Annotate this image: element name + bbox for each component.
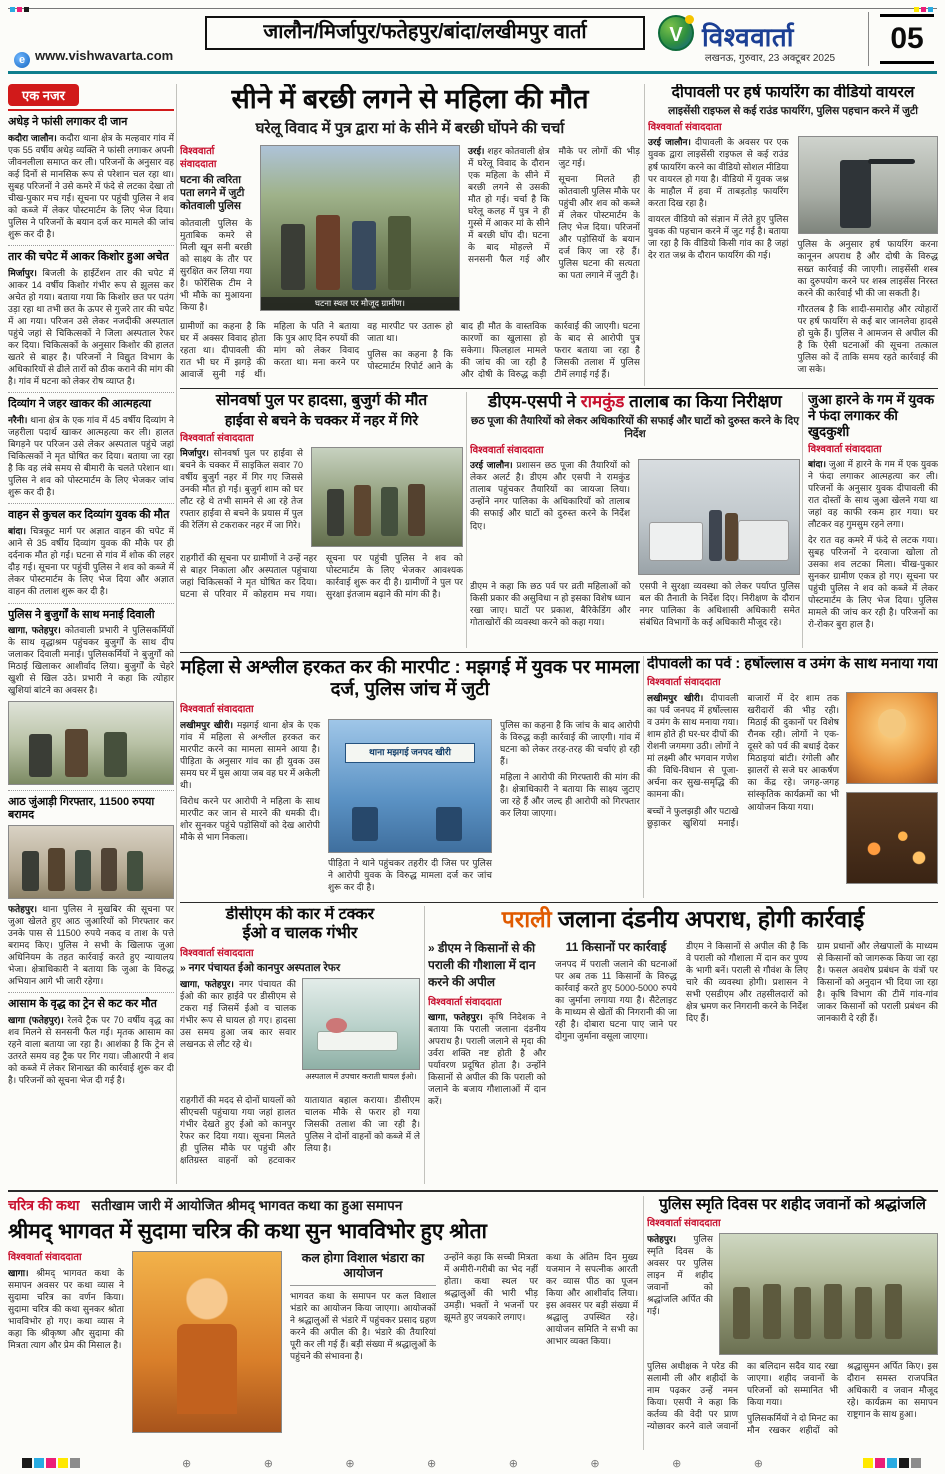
article-body [555, 940, 677, 1176]
crosshair-mark-icon: ⊕ [263, 1458, 273, 1470]
top-rule [8, 8, 937, 9]
news-brief-headline: आसाम के वृद्ध का ट्रेन से कट कर मौत [8, 998, 157, 1011]
edition-line: लखनऊ, गुरुवार, 23 अक्टूबर 2025 [704, 53, 836, 64]
article-headline: पुलिस स्मृति दिवस पर शहीद जवानों को श्रद्धांजलि [659, 1196, 926, 1213]
section-rule [180, 388, 938, 389]
article-subhead: 11 किसानों पर कार्रवाई [565, 940, 667, 955]
body-text [470, 459, 630, 531]
byline: विश्ववार्ता संवाददाता [180, 145, 217, 170]
crosshair-mark-icon: ⊕ [345, 1458, 355, 1470]
dateline: खागा। [8, 1267, 29, 1278]
mazhgai-police-station-photo [328, 719, 492, 853]
body-text: राहगीरों की सूचना पर ग्रामीणों ने उन्हें नहर से बाहर निकाला और अस्पताल पहुंचाया जहां चिकित्सकों ने मृत घोषित कर दिया। घटना से परिवार में कोहराम मच गया। सूचना पर पहुंची पुलिस ने शव को पोस्टमार्टम के लिए भेजकर आवश्यक कार्रवाई शुरू कर दी है। ग्रामीणों ने पुल पर सुरक्षा इंतजाम बढ़ाने की मांग की है। [180, 552, 463, 599]
registration-mark [10, 1, 31, 19]
body-text [8, 903, 174, 987]
divider [8, 245, 174, 246]
article-photo-column [846, 692, 938, 888]
body-text [808, 458, 938, 530]
body-text: जुआ में हारने के गम में एक युवक ने फंदा लगाकर आत्महत्या कर ली। परिजनों के अनुसार युवक दीपावली की रात दोस्तों के साथ जुआ खेलने गया था जहां वह काफी रकम हार गया। घर लौटकर वह गुमसुम रहने लगा। [808, 458, 938, 529]
police-parade-photo [719, 1233, 938, 1355]
article-bullet [428, 940, 546, 990]
divider [8, 603, 174, 604]
article-body [798, 136, 939, 376]
header-divider [868, 12, 869, 66]
article-ramkund-inspection [470, 392, 800, 648]
body-text: दीपावली का पर्व जनपद में हर्षोल्लास व उमंग के साथ मनाया गया। शाम होते ही घर-घर दीपों की रोशनी जगमगा उठी। लोगों ने मां लक्ष्मी और भगवान गणेश की विधि-विधान से पूजा-अर्चना कर सुख-समृद्धि की कामना की। [647, 693, 739, 800]
region-strip: जालौन/मिर्जापुर/फतेहपुर/बांदा/लखीमपुर वार्ता [263, 21, 587, 44]
article-body [647, 1233, 713, 1355]
article-subheadline: हाईवा से बचने के चक्कर में नहर में गिरे [224, 412, 419, 429]
article-body [180, 978, 296, 1090]
dateline: बांदा। [808, 458, 826, 469]
body-text [647, 1233, 713, 1317]
body-text: डीएम ने कहा कि छठ पर्व पर व्रती महिलाओं को किसी प्रकार की असुविधा न हो इसका विशेष ध्यान रखा जाए। घाटों पर प्रकाश, बैरिकेडिंग और गोताखोरों की व्यवस्था करने को कहा गया। [470, 581, 631, 628]
bullet-icon: » [180, 961, 189, 974]
news-brief [8, 251, 174, 387]
article-bhagwat-katha [8, 1196, 638, 1450]
body-text: कथा के अंतिम दिन मुख्य यजमान ने सपत्नीक आरती कर व्यास पीठ का पूजन किया और आशीर्वाद लिया। इस अवसर पर बड़ी संख्या में श्रद्धालु उपस्थित रहे। आयोजन समिति ने सभी का आभार व्यक्त किया। [546, 1251, 638, 1347]
firing-photo [798, 136, 939, 234]
photo-caption: अस्पताल में उपचार कराती घायल ईओ। [305, 1071, 417, 1081]
body-text: पुलिस के अनुसार हर्ष फायरिंग करना कानूनन अपराध है और दोषी के विरुद्ध सख्त कार्रवाई की जाएगी। लाइसेंसी शस्त्र का दुरुपयोग करने पर शस्त्र लाइसेंस निरस्त करने की कार्रवाई भी की जा सकती है। [797, 239, 938, 298]
article-police-memorial [647, 1196, 938, 1450]
article-headline: दीपावली पर हर्ष फायरिंग का वीडियो वायरल [671, 84, 915, 101]
news-brief-headline: वाहन से कुचल कर दिव्यांग युवक की मौत [8, 509, 170, 522]
body-text: कोतवाली प्रभारी ने पुलिसकर्मियों के साथ वृद्धाश्रम पहुंचकर बुजुर्गों के साथ दीप जलाकर दिवाली मनाई। पुलिसकर्मियों ने बुजुर्गों को मिठाई खिलाकर आशीर्वाद लिया। बुजुर्गों के चेहरे खुशी से खिल उठे। प्रभारी ने कहा कि त्योहार खुशियां बांटने का अवसर है। [8, 625, 174, 696]
body-text: सोनवर्षा पुल पर हाईवा से बचने के चक्कर में साइकिल सवार 70 वर्षीय बुजुर्ग नहर में गिर गए जिससे उनकी मौत हो गई। बुजुर्ग शाम को घर लौट रहे थे तभी सामने से आ रहे तेज रफ्तार हाईवा से बचने के प्रयास में पुल की रेलिंग से टकराकर नहर में जा गिरे। [180, 447, 303, 531]
hospital-photo [302, 978, 420, 1070]
article-strap: सतीखाम जारी में आयोजित श्रीमद् भागवत कथा का हुआ समापन [91, 1198, 403, 1213]
article-mazhgai-case [180, 656, 640, 898]
section-rule [8, 1190, 938, 1192]
article-dcm-collision [180, 906, 420, 1184]
body-text: रेलवे ट्रैक पर 70 वर्षीय वृद्ध का शव मिलने से सनसनी फैल गई। मृतक आसाम का रहने वाला बताया जा रहा है। आशंका है कि ट्रेन से उतरते समय वह ट्रैक पर गिर गया। जीआरपी ने शव को कब्जे में लेकर शिनाख्त की कार्रवाई शुरू कर दी है। परिजनों को सूचना भेज दी गई है। [8, 1015, 174, 1086]
article-body [180, 552, 463, 644]
body-text [180, 719, 320, 791]
dateline: मिर्जापुर। [8, 267, 37, 278]
news-brief-headline: पुलिस ने बुजुर्गों के साथ मनाई दिवाली [8, 608, 155, 621]
ramkund-photo [638, 459, 800, 575]
bullet-text: नगर पंचायत ईओ कानपुर अस्पताल रेफर [188, 961, 341, 974]
globe-icon: e [14, 52, 30, 68]
news-brief-headline: तार की चपेट में आकर किशोर हुआ अचेत [8, 251, 169, 264]
dateline: कदौरा जालौन। [8, 132, 57, 143]
section-rule [180, 652, 938, 653]
news-brief [8, 796, 174, 988]
article-headline: डीसीएम की कार में टक्कर [225, 906, 375, 923]
news-brief-headline: आठ जुंआड़ी गिरफ्तार, 11500 रुपया बरामद [8, 795, 155, 822]
divider [8, 503, 174, 504]
body-text: भागवत कथा के समापन पर कल विशाल भंडारे का आयोजन किया जाएगा। आयोजकों ने श्रद्धालुओं से भंडारे में पहुंचकर प्रसाद ग्रहण करने की अपील की है। भंडारे की तैयारियां पूरी कर ली गई हैं। बड़ी संख्या में श्रद्धालुओं के पहुंचने की संभावना है। [290, 1291, 436, 1362]
body-text: पीड़िता ने थाने पहुंचकर तहरीर दी जिस पर पुलिस ने आरोपी युवक के विरुद्ध मामला दर्ज कर जांच शुरू कर दी है। [328, 857, 492, 892]
headline-highlight: पराली [501, 906, 552, 932]
crosshair-mark-icon: ⊕ [590, 1458, 600, 1470]
body-text: पुलिस का कहना है कि पोस्टमार्टम रिपोर्ट आने के बाद ही मौत के वास्तविक कारणों का खुलासा हो सकेगा। फिलहाल मामले की जांच की जा रही है और दोषी के विरुद्ध कड़ी कार्रवाई की जाएगी। घटना के बाद से आरोपी पुत्र फरार बताया जा रहा है जिसकी तलाश में पुलिस टीमें लगाई गई हैं। [367, 320, 640, 379]
dateline: खागा (फतेहपुर)। [8, 1015, 64, 1026]
dateline: लखीमपुर खीरी। [180, 719, 234, 730]
byline: विश्ववार्ता संवाददाता [180, 703, 254, 715]
photo-caption: घटना स्थल पर मौजूद ग्रामीण। [261, 297, 459, 310]
news-brief [8, 509, 174, 597]
news-brief-headline: दिव्यांग ने जहर खाकर की आत्महत्या [8, 398, 152, 411]
body-text: बच्चों ने फुलझड़ी और पटाखे छुड़ाकर खुशियां मनाईं। बाजारों में देर शाम तक खरीदारों की भीड़ रही। मिठाई की दुकानों पर विशेष रौनक रही। लोगों ने एक-दूसरे को पर्व की बधाई देकर मिठाइयां बांटी। रंगोली और झालरों से सजे घर आकर्षण का केंद्र रहे। जगह-जगह सांस्कृतिक कार्यक्रमों का भी आयोजन किया गया। [647, 693, 839, 828]
body-text [180, 978, 296, 1050]
byline: विश्ववार्ता संवाददाता [428, 996, 502, 1008]
byline: विश्ववार्ता संवाददाता [8, 1251, 82, 1263]
website-link[interactable] [14, 48, 173, 68]
column-divider [643, 1196, 644, 1450]
page-number: 05 [880, 14, 934, 64]
column-divider [644, 84, 645, 386]
article-body [647, 1360, 938, 1450]
sonvarsha-photo [311, 447, 463, 547]
dateline: लखीमपुर खीरी। [647, 693, 704, 704]
article-lead-column [8, 1251, 124, 1435]
logo-letter: V [669, 24, 683, 46]
body-text: कोतवाली पुलिस के मुताबिक कमरे से मिली खून सनी बरछी को साक्ष्य के तौर पर सुरक्षित कर लिया गया है। फोरेंसिक टीम ने भी मौके का मुआयना किया है। [180, 217, 252, 313]
article-diwali-festival [647, 656, 938, 898]
dateline: फतेहपुर। [8, 904, 38, 915]
body-text: श्रीमद् भागवत कथा के समापन अवसर पर कथा व्यास ने सुदामा चरित्र का वर्णन किया। सुदामा चरित्र की कथा सुनकर श्रोता भावविभोर हो गए। कथा व्यास ने कहा कि श्रीकृष्ण और सुदामा की मित्रता त्याग और प्रेम की मिसाल है। [8, 1267, 124, 1351]
article-body [470, 580, 800, 648]
body-text [8, 132, 174, 240]
article-subheadline: लाइसेंसी राइफल से कई राउंड फायरिंग, पुलिस पहचान करने में जुटी [668, 105, 918, 118]
article-body [686, 940, 808, 1176]
crosshair-mark-icon: ⊕ [182, 1458, 192, 1470]
body-text: विरोध करने पर आरोपी ने महिला के साथ मारपीट कर जान से मारने की धमकी दी। शोर सुनकर पहुंचे पड़ोसियों को देख आरोपी मौके से भाग निकला। [180, 795, 320, 843]
article-headline [470, 392, 800, 412]
side-note: घटना की त्वरिता पता लगने में जुटी कोतवाली पुलिस [180, 173, 245, 212]
body-text: नगर पंचायत की ईओ की कार हाईवे पर डीसीएम से टकरा गई जिसमें ईओ व चालक गंभीर रूप से घायल हो गए। हादसा उस समय हुआ जब कार सवार लखनऊ से लौट रहे थे। [180, 978, 296, 1050]
print-registration-row [0, 1454, 945, 1472]
article-body [808, 458, 938, 631]
website-url: www.vishwavarta.com [35, 48, 174, 63]
article-headline: जुआ हारने के गम में युवक ने फंदा लगाकर की खुदकुशी [808, 392, 935, 439]
body-text: बिजली के हाईटेंशन तार की चपेट में आकर 14 वर्षीय किशोर गंभीर रूप से झुलस कर अचेत हो गया। बताया गया कि किशोर छत पर पतंग उड़ा रहा था तभी छत के ऊपर से गुजरे तार की चपेट में आ गया। परिजन उसे लेकर नजदीकी अस्पताल पहुंचे जहां से चिकित्सकों ने जिला अस्पताल रेफर कर दिया। चिकित्सकों के अनुसार किशोर की हालत खतरे से बाहर है। परिजनों ने विद्युत विभाग के अधिकारियों से ढीले तारों को ठीक कराने की मांग की है। गांव में घटना को लेकर रोष व्याप्त है। [8, 267, 174, 387]
news-brief-headline: अधेड़ ने फांसी लगाकर दी जान [8, 116, 128, 128]
column-divider [802, 392, 803, 648]
body-text [8, 1014, 174, 1086]
body-text: पुलिस अधीक्षक ने परेड की सलामी ली और शहीदों के नाम पढ़कर उन्हें नमन किया। एसपी ने कहा कि कर्तव्य की वेदी पर प्राण न्योछावर करने वाले जवानों का बलिदान सदैव याद रखा जाएगा। शहीद जवानों के परिजनों को सम्मानित भी किया गया। [647, 1360, 838, 1431]
news-brief [8, 998, 174, 1086]
priest-photo [132, 1251, 282, 1433]
article-lead-column [428, 940, 546, 1176]
dateline: नरैनी। [8, 415, 28, 426]
body-text: डीएम ने किसानों से अपील की है कि वे पराली को गौशाला में दान कर पुण्य के भागी बनें। पराली से गौवंश के लिए चारे की व्यवस्था होगी। प्रशासन ने सभी एसडीएम और तहसीलदारों को क्षेत्र भ्रमण कर निगरानी करने के निर्देश दिए हैं। [686, 941, 808, 1024]
sidebar-title: एक नजर [8, 84, 79, 106]
article-barchhi-murder [180, 84, 640, 386]
body-text: दीपावली के अवसर पर एक युवक द्वारा लाइसेंसी राइफल से कई राउंड हर्ष फायरिंग करने का वीडियो सोशल मीडिया पर वायरल हो गया है। वीडियो में युवक जश्न के माहौल में हवा में ताबड़तोड़ फायरिंग करता दिख रहा है। [648, 137, 789, 208]
headline-text: जलाना दंडनीय अपराध, होगी कार्रवाई [551, 906, 865, 932]
registration-color-bar [22, 1454, 82, 1472]
article-sonvarsha-accident [180, 392, 463, 648]
divider [8, 992, 174, 993]
masthead-logo-icon [658, 15, 694, 51]
main-story-photo [260, 145, 460, 311]
headline-highlight: रामकुंड [580, 392, 625, 411]
page-header [0, 0, 945, 66]
masthead-title: विश्ववार्ता [702, 22, 794, 52]
body-text: ग्राम प्रधानों और लेखपालों के माध्यम से किसानों को जागरूक किया जा रहा है। फसल अवशेष प्रबंधन के यंत्रों पर किसानों को अनुदान भी दिया जा रहा है। कृषि विभाग की टीमें गांव-गांव जाकर किसानों को पराली प्रबंधन की जानकारी दे रही हैं। [817, 941, 938, 1024]
logo-dot-icon [685, 15, 694, 24]
byline: विश्ववार्ता संवाददाता [647, 677, 721, 689]
body-text: पुलिस स्मृति दिवस के अवसर पर पुलिस लाइन में शहीद जवानों को श्रद्धांजलि अर्पित की गई। [647, 1233, 713, 1316]
article-body [180, 719, 320, 898]
divider [8, 790, 174, 791]
article-sub-story [290, 1251, 436, 1435]
byline: विश्ववार्ता संवाददाता [180, 947, 254, 959]
body-text: गौरतलब है कि शादी-समारोह और त्योहारों पर हर्ष फायरिंग से कई बार जानलेवा हादसे हो चुके हैं। पुलिस ने आमजन से अपील की है कि ऐसी घटनाओं की सूचना तत्काल पुलिस को दें ताकि समय रहते कार्रवाई की जा सके। [797, 303, 938, 374]
article-harsh-firing [648, 84, 938, 386]
article-body [648, 136, 789, 376]
news-brief [8, 116, 174, 240]
body-text [647, 692, 739, 800]
article-photo-column [302, 978, 420, 1090]
sidebar-ek-najar [8, 84, 174, 1186]
sidebar-arrest-photo [8, 825, 174, 899]
dateline: उरई। [468, 145, 485, 156]
dateline: उरई जालौन। [648, 137, 691, 148]
dateline: खागा, फतेहपुर। [428, 1011, 483, 1022]
news-brief [8, 398, 174, 498]
article-headline-line2: ईओ व चालक गंभीर [242, 924, 358, 942]
bullet-icon: » [428, 941, 439, 956]
body-text: उन्होंने कहा कि सच्ची मित्रता में अमीरी-गरीबी का भेद नहीं होता। कथा स्थल पर श्रद्धालुओं की भारी भीड़ उमड़ी। भक्तों ने भजनों पर झूमते हुए जयकारे लगाए। [444, 1251, 538, 1322]
body-text [8, 267, 174, 387]
body-text [648, 136, 789, 208]
body-text: एसपी ने सुरक्षा व्यवस्था को लेकर पर्याप्त पुलिस बल की तैनाती के निर्देश दिए। निरीक्षण के दौरान नगर पालिका के अधिशासी अधिकारी समेत संबंधित विभागों के कई अधिकारी मौजूद रहे। [639, 581, 800, 628]
body-text: ग्रामीणों का कहना है कि घर में अक्सर विवाद होता रहता था। दीपावली की रात भी घर में झगड़े की आवाजें सुनी गई थीं। महिला के पति ने बताया कि पुत्र आए दिन रुपयों की मांग को लेकर विवाद करता था। मना करने पर वह मारपीट पर उतारू हो जाता था। [180, 320, 453, 379]
body-text: जनपद में पराली जलाने की घटनाओं पर अब तक 11 किसानों के विरुद्ध कार्रवाई करते हुए 5000-5000 रुपये का जुर्माना लगाया गया है। सैटेलाइट के माध्यम से खेतों की निगरानी की जा रही है। दोबारा घटना पाए जाने पर दोगुना जुर्माना वसूला जाएगा। [555, 959, 677, 1042]
article-jua-suicide [808, 392, 938, 648]
article-body [444, 1251, 538, 1435]
column-divider [643, 656, 644, 898]
article-bullet [180, 962, 420, 975]
body-text: प्रशासन छठ पूजा की तैयारियों को लेकर अलर्ट है। डीएम और एसपी ने रामकुंड तालाब पहुंचकर तैयारियों का जायजा लिया। उन्होंने नगर पालिका के अधिकारियों को तालाब की सफाई और घाटों को दुरुस्त करने के निर्देश दिए। [470, 460, 630, 531]
crosshair-mark-icon: ⊕ [672, 1458, 682, 1470]
byline: विश्ववार्ता संवाददाता [648, 122, 722, 134]
article-headline [428, 906, 938, 933]
sub-story-headline: कल होगा विशाल भंडारा का आयोजन [290, 1251, 436, 1286]
section-rule [180, 902, 938, 903]
article-body [470, 459, 630, 575]
body-text: कदौरा थाना क्षेत्र के मल्हवार गांव में एक 55 वर्षीय अधेड़ व्यक्ति ने फांसी लगाकर अपनी जीवनलीला समाप्त कर ली। परिजनों के अनुसार वह कई दिनों से मानसिक रूप से परेशान चल रहा था। सुबह परिजनों ने उसे कमरे में फंदे से लटका देखा तो चीख-पुकार मच गई। सूचना पर पहुंची पुलिस ने शव को कब्जे में लेकर पोस्टमार्टम के लिए भेज दिया। पुलिस ने परिजनों के बयान दर्ज कर मामले की जांच शुरू कर दी है। [8, 132, 174, 240]
police-station-sign: थाना मझगई जनपद खीरी [345, 743, 475, 762]
dateline: फतेहपुर। [647, 1233, 677, 1244]
body-text [8, 1267, 124, 1351]
article-body [180, 447, 303, 547]
divider [8, 392, 174, 393]
deity-photo [846, 692, 938, 784]
headline-text: तालाब का किया निरीक्षण [624, 392, 782, 411]
dateline: खागा, फतेहपुर। [8, 625, 61, 636]
article-body [647, 692, 839, 888]
body-text [8, 525, 174, 597]
byline: विश्ववार्ता संवाददाता [808, 443, 882, 455]
news-brief [8, 609, 174, 785]
header-rule [8, 71, 937, 74]
article-side-column [180, 145, 252, 315]
article-body [546, 1251, 638, 1435]
column-divider [176, 84, 177, 1184]
article-body [180, 1094, 420, 1184]
diyas-photo [846, 792, 938, 884]
dateline: मिर्जापुर। [180, 447, 209, 458]
column-divider [466, 392, 467, 648]
article-subheadline: घरेलू विवाद में पुत्र द्वारा मां के सीने में बरछी घोंपने की चर्चा [255, 119, 565, 137]
body-text: पुलिस का कहना है कि जांच के बाद आरोपी के विरुद्ध कड़ी कार्रवाई की जाएगी। गांव में घटना को लेकर तरह-तरह की चर्चाएं हो रही हैं। [500, 719, 640, 766]
body-text: महिला ने आरोपी की गिरफ्तारी की मांग की है। क्षेत्राधिकारी ने बताया कि साक्ष्य जुटाए जा रहे हैं और जल्द ही आरोपी को गिरफ्तार कर लिया जाएगा। [500, 771, 640, 818]
body-text [8, 414, 174, 498]
bullet-text: डीएम ने किसानों से की पराली की गौशाला में दान करने की अपील [428, 941, 536, 989]
dateline: बांदा। [8, 526, 26, 537]
body-text [180, 447, 303, 531]
body-text: थाना पुलिस ने मुखबिर की सूचना पर जुआ खेलते हुए आठ जुआरियों को गिरफ्तार कर उनके पास से 11500 रुपये नकद व ताश के पत्ते बरामद किए। पुलिस ने सभी के खिलाफ जुआ अधिनियम के तहत कार्रवाई करते हुए न्यायालय भेजा। क्षेत्राधिकारी ने बताया कि जुआ के विरुद्ध अभियान आगे भी जारी रहेगा। [8, 904, 174, 987]
body-text: देर रात वह कमरे में फंदे से लटक गया। सुबह परिजनों ने दरवाजा खोला तो उसका शव लटका मिला। चीख-पुकार सुनकर ग्रामीण एकत्र हो गए। सूचना पर पहुंची पुलिस ने शव को कब्जे में लेकर पोस्टमार्टम के लिए भेज दिया। पुलिस मामले की जांच कर रही है। परिजनों का रो-रोकर बुरा हाल है। [808, 535, 938, 630]
registration-crosshairs [82, 1454, 863, 1472]
article-kicker: चरित्र की कथा [8, 1197, 80, 1213]
dateline: उरई जालौन। [470, 460, 513, 471]
registration-color-bar [863, 1454, 923, 1472]
byline: विश्ववार्ता संवाददाता [470, 445, 544, 457]
article-body [500, 719, 640, 898]
article-headline: महिला से अश्लील हरकत कर की मारपीट : मझगई में युवक पर मामला दर्ज, पुलिस जांच में जुटी [180, 656, 640, 699]
body-text: कृषि निदेशक ने बताया कि पराली जलाना दंडनीय अपराध है। पराली जलाने से मृदा की उर्वरा शक्ति नष्ट होती है और पर्यावरण प्रदूषित होता है। उन्होंने किसानों से अपील की कि पराली को जलाने के बजाय गौशालाओं में दान करें। [428, 1011, 546, 1106]
article-body [817, 940, 938, 1176]
body-text: राहगीरों की मदद से दोनों घायलों को सीएचसी पहुंचाया गया जहां हालत गंभीर देखते हुए ईओ को कानपुर रेफर कर दिया गया। सूचना मिलते ही पुलिस मौके पर पहुंची और क्षतिग्रस्त वाहनों को हटवाकर यातायात बहाल कराया। डीसीएम चालक मौके से फरार हो गया जिसकी तलाश की जा रही है। पुलिस ने दोनों वाहनों को कब्जे में ले लिया है। [180, 1094, 420, 1166]
article-headline: सोनवर्षा पुल पर हादसा, बुजुर्ग की मौत [215, 392, 428, 409]
body-text: चित्रकूट मार्ग पर अज्ञात वाहन की चपेट में आने से 35 वर्षीय दिव्यांग युवक की मौके पर ही दर्दनाक मौत हो गई। घटना से गांव में शोक की लहर दौड़ गई। सूचना पर पहुंची पुलिस ने शव को कब्जे में लेकर पोस्टमार्टम के लिए भेज दिया और अज्ञात वाहन की तलाश शुरू कर दी है। [8, 526, 174, 597]
body-text: थाना क्षेत्र के एक गांव में 45 वर्षीय दिव्यांग ने जहरीला पदार्थ खाकर आत्महत्या कर ली। हालत बिगड़ने पर परिजन उसे लेकर अस्पताल पहुंचे जहां चिकित्सकों ने मृत घोषित कर दिया। बताया जा रहा है कि वह लंबे समय से बीमारी के चलते परेशान था। पुलिस ने शव को पोस्टमार्टम के लिए भेजकर जांच शुरू कर दी है। [8, 415, 174, 498]
body-text: मझगई थाना क्षेत्र के एक गांव में महिला से अश्लील हरकत कर मारपीट करने का मामला सामने आया है। पीड़िता के अनुसार गांव का ही युवक उस समय घर में घुस आया जब वह घर में अकेली थी। [180, 719, 320, 790]
crosshair-mark-icon: ⊕ [508, 1458, 518, 1470]
body-text [8, 624, 174, 696]
crosshair-mark-icon: ⊕ [753, 1458, 763, 1470]
column-divider [424, 906, 425, 1184]
article-body [180, 320, 640, 384]
article-headline: श्रीमद् भागवत में सुदामा चरित्र की कथा सुन भावविभोर हुए श्रोता [8, 1220, 487, 1243]
body-text: शहर कोतवाली क्षेत्र में घरेलू विवाद के दौरान एक महिला के सीने में बरछी लगने से उसकी मौत हो गई। चर्चा है कि घरेलू कलह में पुत्र ने ही गुस्से में आकर मां के सीने में बरछी घोंप दी। घटना के बाद मोहल्ले में सनसनी फैल गई और मौके पर लोगों की भीड़ जुट गई। [468, 145, 640, 265]
article-headline: दीपावली का पर्व : हर्षोल्लास व उमंग के साथ मनाया गया [647, 656, 938, 672]
article-headline: सीने में बरछी लगने से महिला की मौत [231, 84, 589, 114]
crosshair-mark-icon: ⊕ [427, 1458, 437, 1470]
article-subheadline: छठ पूजा की तैयारियों को लेकर अधिकारियों की सफाई और घाटों को दुरुस्त करने के दिए निर्देश [470, 415, 800, 441]
article-parali-burning [428, 906, 938, 1184]
byline: विश्ववार्ता संवाददाता [180, 432, 254, 444]
headline-text: डीएम-एसपी ने [488, 392, 581, 411]
article-body [468, 145, 640, 315]
dateline: खागा, फतेहपुर। [180, 978, 234, 989]
byline: विश्ववार्ता संवाददाता [647, 1217, 721, 1229]
body-text [428, 1011, 546, 1107]
body-text: पुलिसकर्मियों ने दो मिनट का मौन रखकर शहीदों को श्रद्धासुमन अर्पित किए। इस दौरान समस्त राजपत्रित अधिकारी व जवान मौजूद रहे। कार्यक्रम का समापन राष्ट्रगान के साथ हुआ। [747, 1360, 938, 1435]
body-text: सूचना मिलते ही कोतवाली पुलिस मौके पर पहुंची और शव को कब्जे में लेकर पोस्टमार्टम के लिए भेज दिया। परिजनों और पड़ोसियों के बयान दर्ज किए जा रहे हैं। पुलिस घटना की सत्यता का पता लगाने में जुटी है। [558, 173, 640, 281]
article-photo-column [328, 719, 492, 898]
body-text: वायरल वीडियो को संज्ञान में लेते हुए पुलिस युवक की पहचान करने में जुट गई है। बताया जा रहा है कि वीडियो किसी गांव का है जहां देर रात जश्न के दौरान फायरिंग की गई। [648, 213, 789, 260]
sidebar-diwali-photo [8, 701, 174, 785]
